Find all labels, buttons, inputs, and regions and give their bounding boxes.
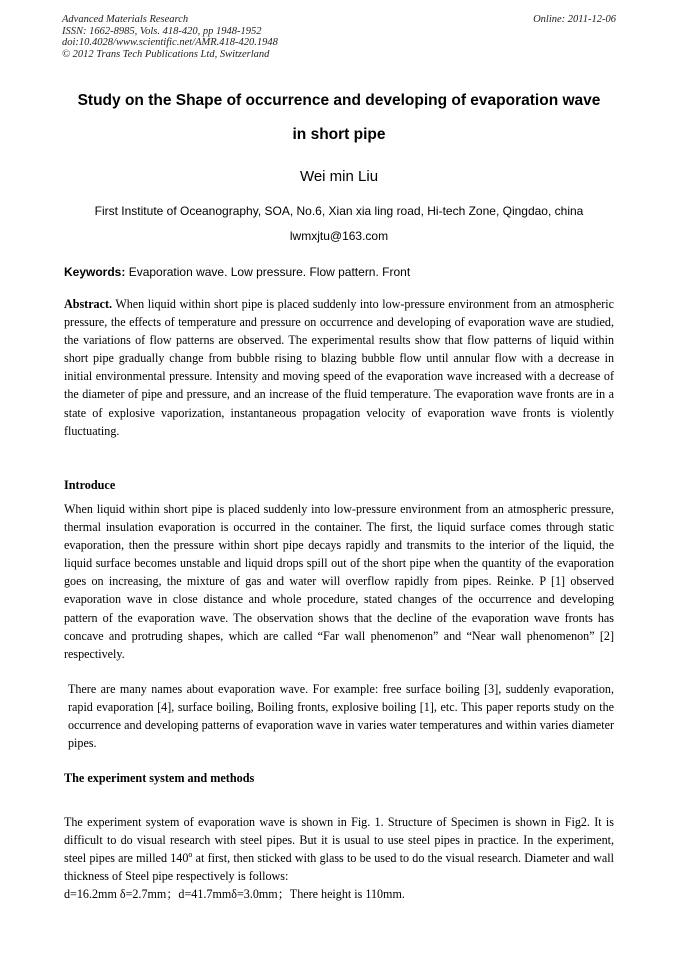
keywords-label: Keywords: — [64, 265, 126, 279]
abstract-label: Abstract. — [64, 297, 113, 311]
keywords-text: Evaporation wave. Low pressure. Flow pattern. Front — [125, 265, 411, 279]
experiment-text-b: at first, then sticked with glass to be used to do the visual research. Diameter and wall thickness of Steel pipe respectively is follows: — [64, 851, 614, 884]
experiment-paragraph — [64, 813, 614, 903]
experiment-text-a: The experiment system of evaporation wave is shown in Fig. 1. Structure of Specimen is shown in Fig2. It is difficult to do visual research with steel pipes. But it is usual to use steel pipes in practice. In the experiment, steel pipes are milled 140 — [64, 815, 614, 866]
abstract-text: When liquid within short pipe is placed suddenly into low-pressure environment from an atmospheric pressure, the effects of temperature and pressure on occurrence and developing of evaporation wave are studied, the variations of flow patterns are observed. The experimental results show that flow patterns of liquid within short pipe gradually change from bubble rising to blazing bubble flow until annular flow with a decrease in initial environmental pressure. Intensity and moving speed of the evaporation wave increased with a decrease of the diameter of pipe and pressure, and an increase of the fluid temperature. The evaporation wave fronts are in a state of explosive vaporization, instantaneous propagation velocity of evaporation wave fronts is violently fluctuating. — [64, 297, 614, 438]
section-heading-introduce: Introduce — [64, 478, 116, 492]
keywords — [64, 265, 624, 279]
doi-line: doi:10.4028/www.scientific.net/AMR.418-420.1948 — [62, 37, 278, 49]
intro-paragraph-1 — [64, 500, 614, 663]
pipe-dimensions: d=16.2mm δ=2.7mm；d=41.7mmδ=3.0mm；There height is 110mm. — [64, 887, 405, 902]
intro-paragraph-2 — [64, 680, 614, 752]
author-name: Wei min Liu — [299, 168, 379, 185]
paper-title-line-2: in short pipe — [292, 126, 386, 143]
author-affiliation: First Institute of Oceanography, SOA, No.6, Xian xia ling road, Hi-tech Zone, Qingdao, china — [94, 204, 584, 218]
intro-paragraph-1-text: When liquid within short pipe is placed suddenly into low-pressure environment from an atmospheric pressure, thermal insulation evaporation is occurred in the container. The first, the liquid surface comes through static evaporation, then the pressure within short pipe decays rapidly and transmits to the interior of the liquid, the liquid surface becomes unstable and liquid drops spill out of the short pipe when the quantity of the evaporation goes on increasing, the mixture of gas and water will overflow rapidly from pipes. Reinke. P [1] observed evaporation wave in close distance and whole procedure, stated changes of the occurrence and developing pattern of the evaporation wave. The observation shows that the decline of the evaporation wave fronts has concave and protruding shapes, which are called “Far wall phenomenon” and “Near wall phenomenon” [2] respectively. — [64, 502, 614, 661]
online-date: Online: 2011-12-06 — [533, 14, 616, 25]
journal-name: Advanced Materials Research — [62, 14, 189, 25]
issn-line: ISSN: 1662-8985, Vols. 418-420, pp 1948-1952 — [62, 25, 262, 37]
intro-paragraph-2-text: There are many names about evaporation wave. For example: free surface boiling [3], suddenly evaporation, rapid evaporation [4], surface boiling, Boiling fronts, explosive boiling [1], etc. This paper reports study on the occurrence and developing patterns of evaporation wave in varies water temperatures and within varies diameter pipes. — [68, 682, 614, 751]
author-email: lwmxjtu@163.com — [289, 229, 389, 243]
degree-superscript: o — [188, 850, 193, 860]
journal-header — [62, 14, 616, 60]
paper-title-line-1: Study on the Shape of occurrence and developing of evaporation wave — [77, 92, 601, 109]
abstract — [64, 295, 614, 440]
section-heading-experiment: The experiment system and methods — [64, 771, 255, 785]
copyright-line: © 2012 Trans Tech Publications Ltd, Switzerland — [62, 48, 270, 60]
